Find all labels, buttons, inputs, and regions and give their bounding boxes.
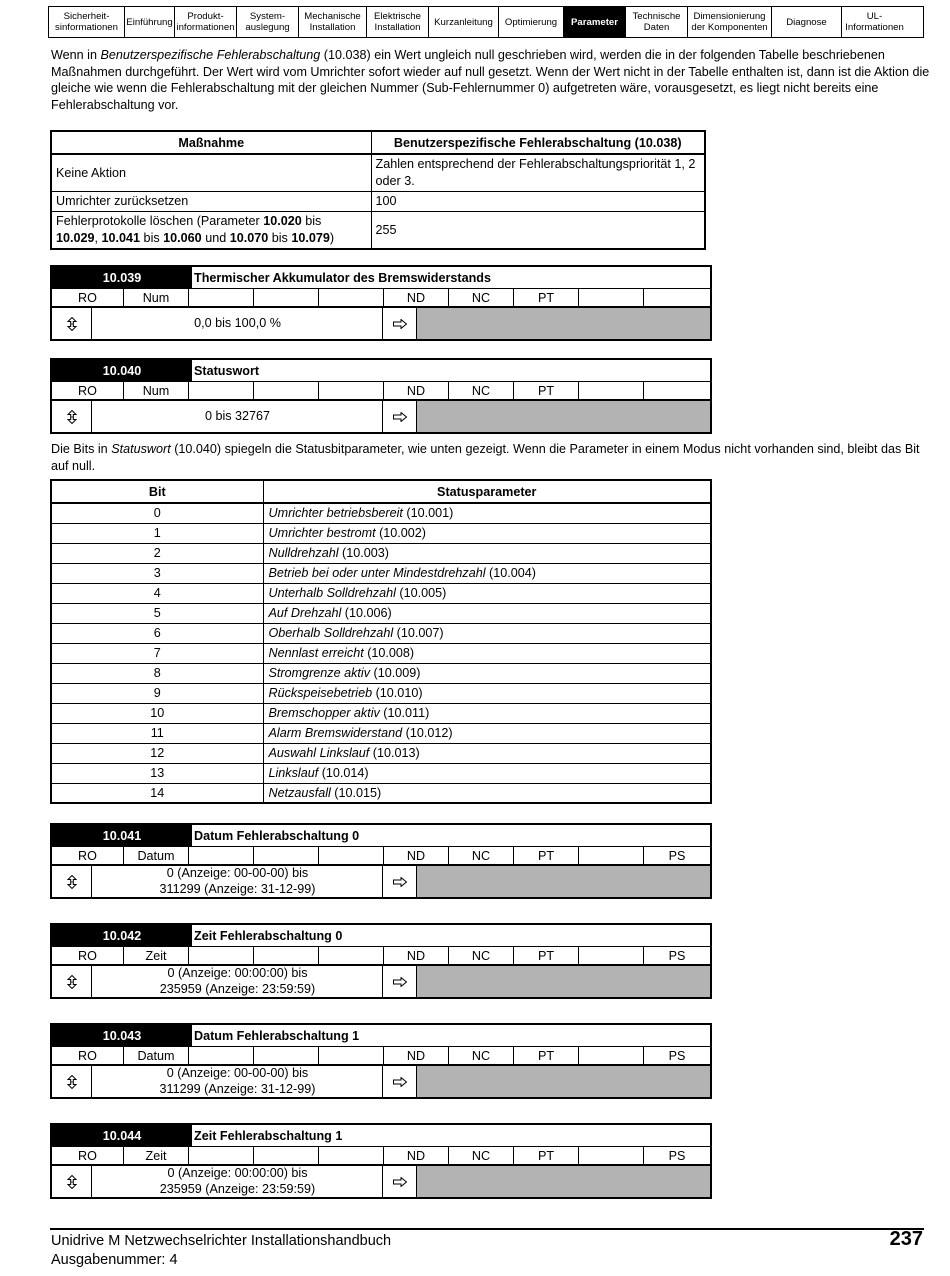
parameter-flag: PT (514, 382, 579, 399)
table-row (51, 583, 711, 603)
status-parameter: Auswahl Linkslauf (10.013) (263, 743, 711, 763)
status-parameter: Oberhalb Solldrehzahl (10.007) (263, 623, 711, 643)
parameter-flag: NC (449, 1147, 514, 1164)
nav-tab[interactable]: Sicherheit- sinformationen (49, 7, 125, 37)
parameter-name: Zeit Fehlerabschaltung 1 (194, 1128, 343, 1143)
status-parameter: Umrichter betriebsbereit (10.001) (263, 503, 711, 523)
nav-tab[interactable]: Technische Daten (626, 7, 688, 37)
bit-number: 6 (51, 623, 263, 643)
table-row (51, 543, 711, 563)
parameter-number: 10.039 (52, 267, 192, 288)
parameter-flag: NC (449, 847, 514, 864)
table-row (51, 523, 711, 543)
output-arrow-icon (384, 866, 416, 897)
parameter-range: 0 (Anzeige: 00:00:00) bis 235959 (Anzeige: 23:59:59) (93, 1166, 383, 1197)
bidirectional-arrow-icon (52, 308, 92, 339)
parameter-default-area (416, 866, 710, 897)
status-parameter: Bremschopper aktiv (10.011) (263, 703, 711, 723)
parameter-number: 10.040 (52, 360, 192, 381)
parameter-flags-row (52, 1047, 710, 1066)
table-row (51, 503, 711, 523)
parameter-default-area (416, 1166, 710, 1197)
parameter-flag: ND (384, 847, 449, 864)
parameter-flag: RO (52, 1147, 124, 1164)
bit-number: 0 (51, 503, 263, 523)
status-parameter: Unterhalb Solldrehzahl (10.005) (263, 583, 711, 603)
bidirectional-arrow-icon (52, 401, 92, 432)
bit-number: 5 (51, 603, 263, 623)
chapter-navigation (48, 6, 924, 38)
parameter-flag: NC (449, 289, 514, 306)
bit-number: 7 (51, 643, 263, 663)
status-bits-table (50, 479, 712, 804)
parameter-flag (254, 289, 319, 306)
table-row (51, 643, 711, 663)
nav-tab[interactable]: Optimierung (499, 7, 564, 37)
statuswort-paragraph: Die Bits in Statuswort (10.040) spiegeln die Statusbitparameter, wie unten gezeigt. Wenn die Parameter in einem Modus nicht vorhanden sind, bleibt das Bit auf null. (51, 442, 920, 473)
nav-tab[interactable]: Parameter (564, 7, 626, 37)
parameter-flag (319, 382, 384, 399)
parameter-flag: ND (384, 382, 449, 399)
status-parameter: Linkslauf (10.014) (263, 763, 711, 783)
parameter-flag: NC (449, 382, 514, 399)
parameter-flag (254, 382, 319, 399)
bits-header-status-parameter: Statusparameter (263, 480, 711, 503)
parameter-box-10-039 (50, 265, 712, 341)
parameter-flag: ND (384, 1047, 449, 1064)
table-row (51, 763, 711, 783)
parameter-flag: Num (124, 289, 189, 306)
table-row (51, 683, 711, 703)
parameter-flag (579, 382, 644, 399)
footer-divider (50, 1228, 924, 1230)
output-arrow-icon (384, 401, 416, 432)
parameter-flag: PS (668, 1149, 686, 1163)
bit-number: 2 (51, 543, 263, 563)
parameter-flag: RO (52, 289, 124, 306)
parameter-flag: Zeit (124, 947, 189, 964)
parameter-range: 0 (Anzeige: 00-00-00) bis 311299 (Anzeige: 31-12-99) (93, 866, 383, 897)
parameter-flag: RO (52, 382, 124, 399)
nav-tab[interactable]: Dimensionierung der Komponenten (688, 7, 772, 37)
nav-tab[interactable]: Einführung (125, 7, 175, 37)
parameter-flag (644, 382, 710, 399)
parameter-flag: Datum (124, 847, 189, 864)
nav-tab[interactable]: Mechanische Installation (299, 7, 367, 37)
parameter-flag: NC (449, 947, 514, 964)
bit-number: 4 (51, 583, 263, 603)
parameter-flags-row (52, 289, 710, 308)
parameter-flag (319, 289, 384, 306)
parameter-flag: ND (384, 1147, 449, 1164)
output-arrow-icon (384, 966, 416, 997)
page-number: 237 (889, 1228, 923, 1250)
bit-number: 13 (51, 763, 263, 783)
parameter-name: Statuswort (194, 363, 260, 378)
bidirectional-arrow-icon (52, 866, 92, 897)
parameter-flag (189, 1147, 254, 1164)
value-cell: 100 (371, 192, 705, 212)
parameter-number: 10.044 (52, 1125, 192, 1146)
table-row (51, 743, 711, 763)
parameter-box-10-043 (50, 1023, 712, 1099)
table-row (51, 563, 711, 583)
parameter-flag: PT (514, 947, 579, 964)
parameter-flag: ND (384, 947, 449, 964)
status-parameter: Auf Drehzahl (10.006) (263, 603, 711, 623)
parameter-flag: PS (668, 849, 686, 863)
status-parameter: Netzausfall (10.015) (263, 783, 711, 803)
parameter-flag (319, 847, 384, 864)
footer-title: Unidrive M Netzwechselrichter Installationshandbuch (51, 1233, 392, 1249)
parameter-flag: PT (514, 1147, 579, 1164)
table-row (51, 623, 711, 643)
bidirectional-arrow-icon (52, 1066, 92, 1097)
parameter-default-area (416, 1066, 710, 1097)
table-row (51, 663, 711, 683)
parameter-flag (189, 847, 254, 864)
parameter-flag: RO (52, 1047, 124, 1064)
status-parameter: Stromgrenze aktiv (10.009) (263, 663, 711, 683)
parameter-flag: PT (514, 1047, 579, 1064)
output-arrow-icon (384, 308, 416, 339)
parameter-flag (579, 847, 644, 864)
parameter-flag: RO (52, 947, 124, 964)
table-row (51, 783, 711, 803)
parameter-number: 10.043 (52, 1025, 192, 1046)
parameter-default-area (416, 966, 710, 997)
action-cell: Keine Aktion (51, 154, 371, 192)
nav-tab[interactable]: System- auslegung (237, 7, 299, 37)
parameter-default-area (416, 308, 710, 339)
value-cell: Zahlen entsprechend der Fehlerabschaltungspriorität 1, 2 oder 3. (371, 154, 705, 192)
action-table-header-action: Maßnahme (51, 131, 371, 154)
parameter-flag (579, 1047, 644, 1064)
table-row (51, 723, 711, 743)
parameter-flag (189, 947, 254, 964)
parameter-number: 10.041 (52, 825, 192, 846)
parameter-flag: Datum (124, 1047, 189, 1064)
bits-header-bit: Bit (51, 480, 263, 503)
parameter-flag (254, 1147, 319, 1164)
nav-tab[interactable]: Kurzanleitung (429, 7, 499, 37)
parameter-box-10-044 (50, 1123, 712, 1199)
bit-number: 14 (51, 783, 263, 803)
parameter-range: 0 (Anzeige: 00:00:00) bis 235959 (Anzeige: 23:59:59) (93, 966, 383, 997)
parameter-box-10-041 (50, 823, 712, 899)
parameter-flag: Num (124, 382, 189, 399)
parameter-flag (189, 1047, 254, 1064)
parameter-flag: Zeit (124, 1147, 189, 1164)
parameter-range: 0,0 bis 100,0 % (93, 308, 383, 339)
parameter-flag (254, 947, 319, 964)
parameter-range: 0 bis 32767 (93, 401, 383, 432)
status-parameter: Nulldrehzahl (10.003) (263, 543, 711, 563)
nav-tab[interactable]: Diagnose (772, 7, 842, 37)
bidirectional-arrow-icon (52, 966, 92, 997)
bit-number: 8 (51, 663, 263, 683)
parameter-box-10-042 (50, 923, 712, 999)
parameter-flag (319, 1047, 384, 1064)
footer-edition: Ausgabenummer: 4 (51, 1252, 178, 1268)
parameter-flag: PS (668, 949, 686, 963)
parameter-flag: PT (514, 847, 579, 864)
bidirectional-arrow-icon (52, 1166, 92, 1197)
parameter-flag (254, 1047, 319, 1064)
output-arrow-icon (384, 1166, 416, 1197)
parameter-default-area (416, 401, 710, 432)
table-row (51, 154, 705, 192)
parameter-flag (579, 289, 644, 306)
parameter-flags-row (52, 1147, 710, 1166)
table-row (51, 603, 711, 623)
parameter-name: Datum Fehlerabschaltung 1 (194, 1028, 360, 1043)
parameter-flag (644, 289, 710, 306)
status-parameter: Nennlast erreicht (10.008) (263, 643, 711, 663)
nav-tab[interactable]: Produkt- informationen (175, 7, 237, 37)
parameter-flag (579, 947, 644, 964)
nav-tab[interactable]: UL- Informationen (845, 11, 904, 33)
status-parameter: Alarm Bremswiderstand (10.012) (263, 723, 711, 743)
parameter-box-10-040 (50, 358, 712, 434)
bit-number: 1 (51, 523, 263, 543)
table-row (51, 212, 705, 250)
table-row (51, 192, 705, 212)
value-cell: 255 (371, 212, 705, 250)
parameter-flag (254, 847, 319, 864)
action-table (50, 130, 706, 250)
action-cell: Umrichter zurücksetzen (51, 192, 371, 212)
intro-paragraph: Wenn in Benutzerspezifische Fehlerabschaltung (10.038) ein Wert ungleich null geschrieben wird, werden die in der folgenden Tabelle beschriebenen Maßnahmen durchgeführt. Der Wert wird vom Umrichter sofort wieder auf null gesetzt. Wenn der Wert nicht in der Tabelle enthalten ist, dann ist die Aktion die gleiche wie wenn die Fehlerabschaltung mit der gleichen Nummer (Sub-Fehlernummer 0) aufgetreten wäre, vorausgesetzt, es liegt nicht bereits eine Fehlerabschaltung vor. (51, 48, 930, 112)
status-parameter: Rückspeisebetrieb (10.010) (263, 683, 711, 703)
nav-tab[interactable]: Elektrische Installation (367, 7, 429, 37)
bit-number: 3 (51, 563, 263, 583)
parameter-flag (189, 289, 254, 306)
bit-number: 11 (51, 723, 263, 743)
bit-number: 12 (51, 743, 263, 763)
status-parameter: Betrieb bei oder unter Mindestdrehzahl (10.004) (263, 563, 711, 583)
parameter-flag: PS (668, 1049, 686, 1063)
parameter-flag: PT (514, 289, 579, 306)
parameter-flag (579, 1147, 644, 1164)
bit-number: 10 (51, 703, 263, 723)
parameter-flags-row (52, 947, 710, 966)
output-arrow-icon (384, 1066, 416, 1097)
parameter-flag (319, 947, 384, 964)
parameter-flags-row (52, 382, 710, 401)
action-table-header-value: Benutzerspezifische Fehlerabschaltung (10.038) (371, 131, 705, 154)
parameter-number: 10.042 (52, 925, 192, 946)
table-row (51, 703, 711, 723)
parameter-flag: ND (384, 289, 449, 306)
parameter-flag: NC (449, 1047, 514, 1064)
parameter-range: 0 (Anzeige: 00-00-00) bis 311299 (Anzeige: 31-12-99) (93, 1066, 383, 1097)
parameter-flag: RO (52, 847, 124, 864)
parameter-name: Thermischer Akkumulator des Bremswiderstands (194, 270, 491, 285)
parameter-flag (189, 382, 254, 399)
parameter-name: Datum Fehlerabschaltung 0 (194, 828, 360, 843)
parameter-name: Zeit Fehlerabschaltung 0 (194, 928, 343, 943)
status-parameter: Umrichter bestromt (10.002) (263, 523, 711, 543)
parameter-flags-row (52, 847, 710, 866)
bit-number: 9 (51, 683, 263, 703)
parameter-flag (319, 1147, 384, 1164)
action-cell: Fehlerprotokolle löschen (Parameter 10.020 bis 10.029, 10.041 bis 10.060 und 10.070 bis 10.079) (51, 212, 371, 250)
